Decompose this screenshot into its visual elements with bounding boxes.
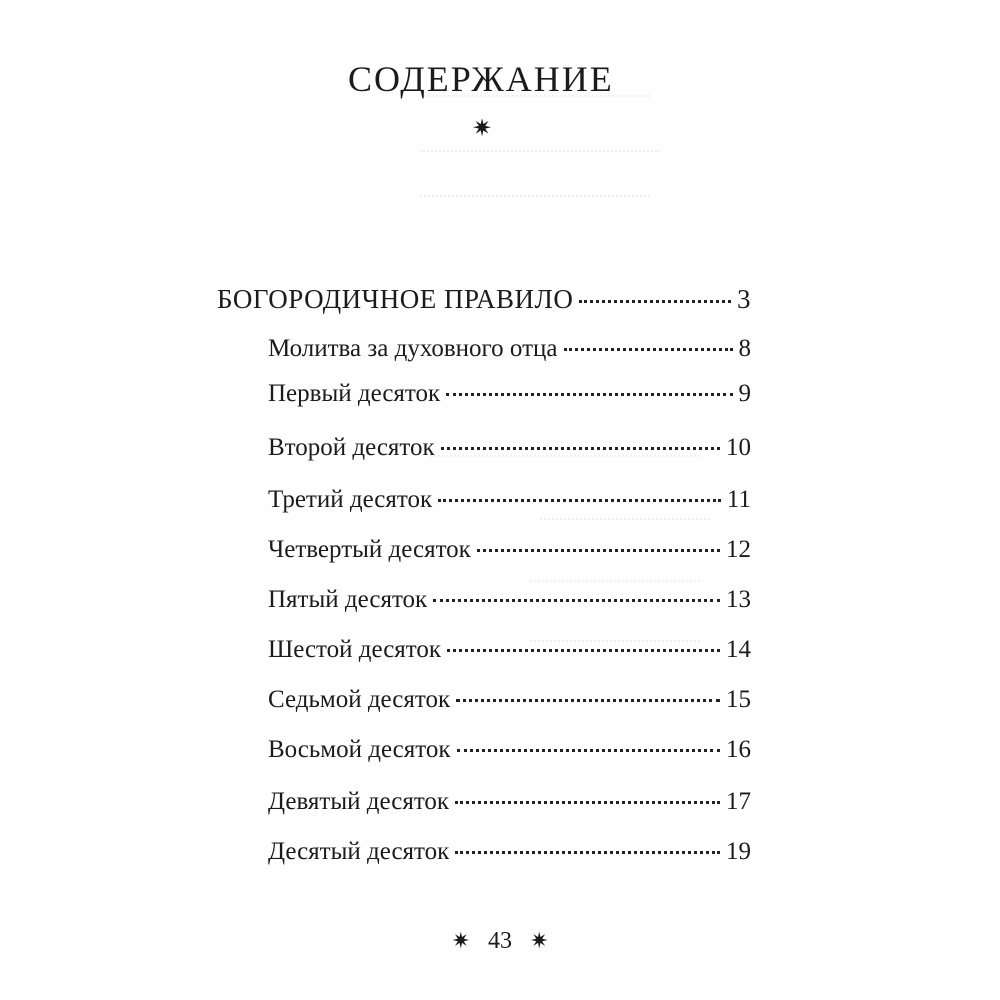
dot-leader	[446, 393, 732, 396]
toc-entry[interactable]	[268, 536, 751, 564]
toc-entry-label: Молитва за духовного отца	[268, 335, 558, 362]
toc-entry-page: 17	[726, 788, 751, 815]
toc-main-entry[interactable]	[217, 284, 751, 315]
bleed-through-rule	[420, 150, 660, 152]
dot-leader	[457, 749, 720, 752]
dot-leader	[455, 851, 720, 854]
toc-entry[interactable]	[268, 434, 751, 462]
toc-entry-page: 3	[737, 284, 751, 314]
toc-entry-page: 13	[726, 586, 751, 613]
toc-entry-label: Седьмой десяток	[268, 686, 451, 713]
toc-entry-page: 14	[726, 636, 751, 663]
bleed-through-rule	[540, 518, 710, 520]
toc-entry-page: 10	[726, 434, 751, 461]
bleed-through-rule	[530, 580, 700, 582]
toc-entry[interactable]	[268, 335, 751, 363]
toc-entry-label: Второй десяток	[268, 434, 435, 461]
toc-entry-label: Восьмой десяток	[268, 736, 451, 763]
dot-leader	[477, 549, 720, 552]
toc-entry-page: 15	[726, 686, 751, 713]
toc-entry[interactable]	[268, 838, 751, 866]
toc-entry-page: 8	[738, 335, 751, 362]
toc-entry[interactable]	[268, 686, 751, 714]
bleed-through-rule	[420, 195, 650, 197]
toc-entry-label: Третий десяток	[268, 486, 433, 513]
toc-entry[interactable]	[268, 380, 751, 408]
asterism-icon: ✷	[451, 928, 470, 954]
dot-leader	[438, 499, 721, 502]
page-title: СОДЕРЖАНИЕ	[348, 59, 614, 99]
toc-entry[interactable]	[268, 636, 751, 664]
toc-entry-label: БОГОРОДИЧНОЕ ПРАВИЛО	[217, 284, 574, 314]
toc-entry-page: 11	[726, 486, 751, 513]
toc-entry-label: Пятый десяток	[268, 586, 428, 613]
toc-entry-label: Шестой десяток	[268, 636, 442, 663]
asterism-icon: ✷	[530, 928, 549, 954]
toc-entry-page: 19	[726, 838, 751, 865]
asterism-icon: ✷	[472, 114, 493, 142]
toc-entry-page: 16	[726, 736, 751, 763]
dot-leader	[433, 599, 720, 602]
toc-entry-label: Десятый десяток	[268, 838, 450, 865]
dot-leader	[564, 348, 733, 351]
dot-leader	[579, 300, 731, 303]
toc-entry-page: 9	[738, 380, 751, 407]
page-footer	[420, 926, 580, 956]
dot-leader	[455, 801, 720, 804]
dot-leader	[447, 649, 720, 652]
page-number: 43	[488, 927, 512, 954]
dot-leader	[456, 699, 720, 702]
toc-entry-label: Четвертый десяток	[268, 536, 471, 563]
toc-entry-page: 12	[726, 536, 751, 563]
toc-entry[interactable]	[268, 586, 751, 614]
toc-entry[interactable]	[268, 788, 751, 816]
dot-leader	[441, 447, 720, 450]
toc-entry[interactable]	[268, 736, 751, 764]
toc-entry-label: Первый десяток	[268, 380, 441, 407]
toc-entry[interactable]	[268, 486, 751, 514]
toc-entry-label: Девятый десяток	[268, 788, 450, 815]
